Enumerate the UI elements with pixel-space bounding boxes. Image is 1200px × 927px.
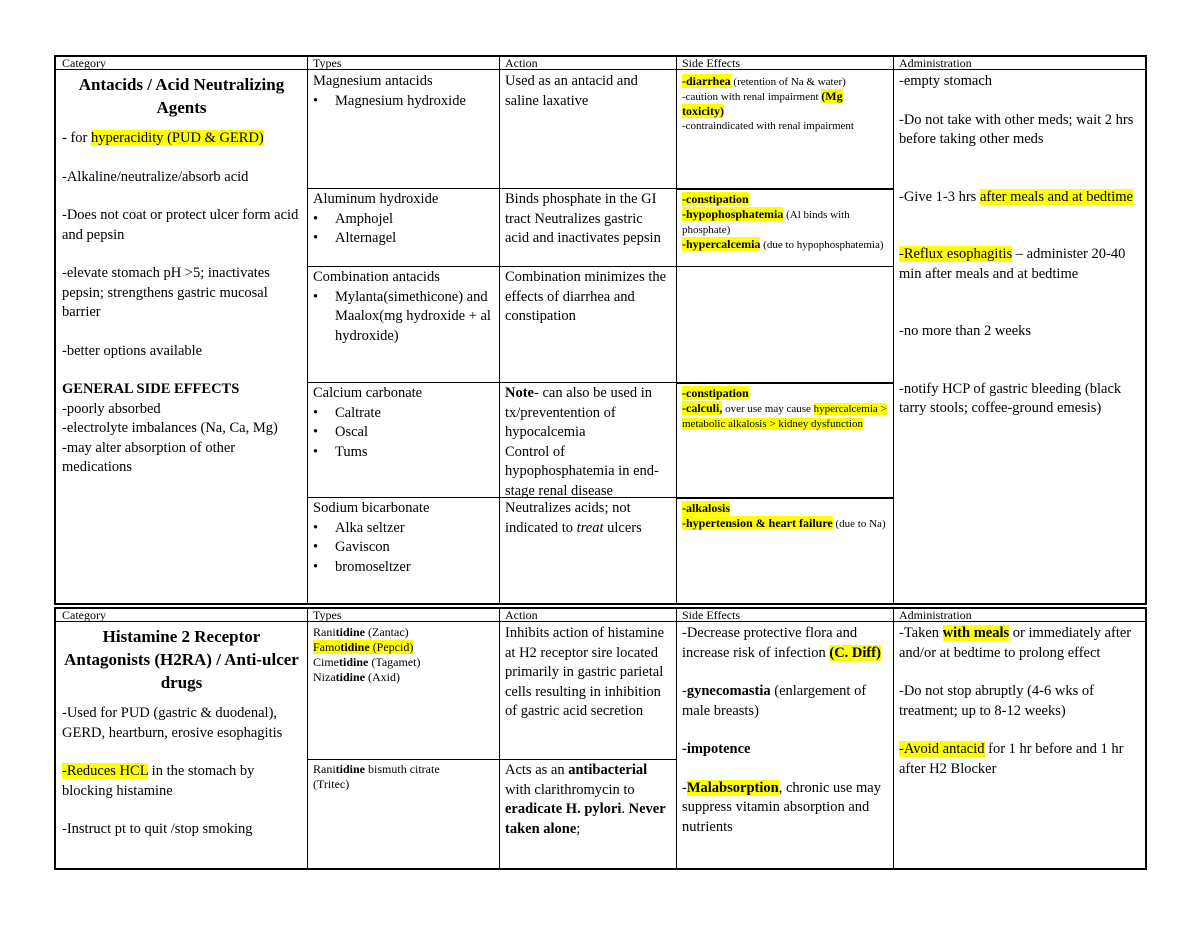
drug-suffix: tidine <box>335 625 366 639</box>
reflux-rest: – administer 20-40 min after meals and at bedtime <box>899 246 1126 282</box>
header-action: Action <box>505 609 538 622</box>
drug-suffix: tidine <box>339 655 369 669</box>
bullet: • <box>313 558 319 575</box>
avoid-rest: for 1 hr before and 1 hr after H2 Blocker <box>899 741 1124 777</box>
h-pylori-bold: eradicate H. pylori <box>505 801 622 817</box>
header-action: Action <box>505 57 538 70</box>
general-line: -electrolyte imbalances (Na, Ca, Mg) <box>62 420 278 436</box>
action-cell-aluminum: Binds phosphate in the GI tract Neutralizes gastric acid and inactivates pepsin <box>505 191 661 246</box>
type-bullet: Oscal <box>335 424 369 440</box>
drug-pre: Niza <box>313 670 336 684</box>
neutralize-pre: Neutralizes acids; not indicated to <box>505 500 631 536</box>
type-cell-sodium <box>307 498 499 603</box>
admin-two-weeks: -no more than 2 weeks <box>899 323 1032 339</box>
category-line: -Does not coat or protect ulcer form acid and pepsin <box>62 207 299 243</box>
se-cell-aluminum <box>676 190 893 266</box>
category-line: -elevate stomach pH >5; inactivates pepsin; strengthens gastric mucosal barrier <box>62 265 270 320</box>
antacids-title: Antacids / Acid Neutralizing Agents <box>78 75 285 117</box>
category-line: -Used for PUD (gastric & duodenal), GERD, heartburn, erosive esophagitis <box>62 705 283 741</box>
alkalosis-chain-highlight: hypercalcemia > metabolic alkalosis > kidney dysfunction <box>682 403 887 430</box>
se-contra: -contraindicated with renal impairment <box>682 120 854 132</box>
bullet: • <box>313 92 319 109</box>
reduce-rest: in the stomach by blocking histamine <box>62 763 255 799</box>
h2ra-se-cell <box>676 623 893 868</box>
se-diarrhea <box>682 74 887 89</box>
type-cell-aluminum <box>307 189 499 266</box>
reflux-highlight: -Reflux esophagitis <box>899 246 1013 262</box>
taken-rest: or immediately after and/or at bedtime to prolong effect <box>899 625 1132 661</box>
neutralize-line <box>505 499 670 538</box>
htn-rest: (due to Na) <box>832 518 886 530</box>
bullet: • <box>313 519 319 536</box>
after-meals-highlight: after meals and at bedtime <box>979 188 1133 205</box>
type-bullet: Mylanta(simethicone) and Maalox(mg hydroxide + al hydroxide) <box>335 288 491 344</box>
drug-ranitidine <box>313 625 493 640</box>
taken-pre: -Taken <box>899 625 943 641</box>
control-line: Control of hypophosphatemia in end-stage renal disease <box>505 443 659 497</box>
constipation-highlight: -constipation <box>682 386 749 400</box>
dash: - <box>682 74 686 88</box>
se-cell-calcium <box>676 384 893 497</box>
bullet: • <box>313 539 319 555</box>
category-line: -Alkaline/neutralize/absorb acid <box>62 168 249 185</box>
h2ra-admin-cell <box>893 623 1145 868</box>
header-types: Types <box>313 57 342 70</box>
h2ra-title: Histamine 2 Receptor Antagonists (H2RA) / Anti-ulcer drugs <box>64 627 299 692</box>
hyperacidity-highlight: hyperacidity (PUD & GERD) <box>91 130 264 146</box>
note-bold: Note <box>505 385 534 401</box>
avoid-antacid-highlight: -Avoid antacid <box>899 741 985 757</box>
h2ra-category-cell <box>56 623 307 868</box>
calculi-rest: over use may cause <box>722 403 814 415</box>
header-types: Types <box>313 609 342 622</box>
dash: - <box>682 683 687 699</box>
calculi-highlight: -calculi, <box>682 401 723 415</box>
h2ra-types-cell-2 <box>307 761 499 868</box>
admin-notify: -notify HCP of gastric bleeding (black tarry stools; coffee-ground emesis) <box>899 380 1122 416</box>
admin-empty: -empty stomach <box>899 73 993 89</box>
drug-brand: (Axid) <box>365 670 400 684</box>
se-hypercal <box>682 237 887 252</box>
type-cell-calcium <box>307 383 499 497</box>
se-constipation <box>682 192 887 207</box>
note-line <box>505 384 670 443</box>
admin-give <box>899 188 1139 208</box>
drug-nizatidine <box>313 670 493 685</box>
header-administration: Administration <box>899 57 972 70</box>
reduce-line <box>62 762 301 801</box>
drug-suffix: tidine <box>340 640 370 654</box>
type-name: Calcium carbonate <box>313 385 423 401</box>
header-side-effects: Side Effects <box>682 609 741 622</box>
action-mid: with clarithromycin to <box>505 781 635 798</box>
action-dot: . <box>621 801 626 817</box>
type-cell-magnesium <box>307 71 499 188</box>
hypophos-rest: (Al binds with phosphate) <box>682 209 850 236</box>
drug-brand: bismuth citrate (Tritec) <box>313 762 440 791</box>
reduces-hcl-highlight: -Reduces HCL <box>62 763 149 779</box>
action-cell-magnesium: Used as an antacid and saline laxative <box>505 73 638 109</box>
admin-avoid <box>899 740 1139 779</box>
neutralize-post: ulcers <box>603 519 642 536</box>
h2ra-action-cell-2 <box>499 760 676 868</box>
type-name: Aluminum hydroxide <box>313 191 439 207</box>
h2ra-types-cell <box>307 624 499 759</box>
hypercal-rest: (due to hypophosphatemia) <box>760 239 884 251</box>
malabsorption-highlight: Malabsorption <box>686 779 779 796</box>
drug-cimetidine <box>313 655 493 670</box>
antacids-for-line <box>62 129 301 149</box>
hypophos-highlight: -hypophosphatemia <box>682 207 784 221</box>
action-cell-calcium <box>499 383 676 497</box>
category-line: -better options available <box>62 342 203 359</box>
type-name: Sodium bicarbonate <box>313 500 430 516</box>
type-name: Magnesium antacids <box>313 73 433 89</box>
type-bullet: Amphojel <box>335 210 393 227</box>
drug-ranitidine-bismuth <box>313 762 459 792</box>
drug-suffix: tidine <box>335 670 365 684</box>
gynecomastia-rest: (enlargement of male breasts) <box>682 683 867 719</box>
drug-pre: Famo <box>313 640 341 654</box>
type-cell-combination <box>307 267 499 382</box>
constipation-highlight: -constipation <box>682 192 749 206</box>
smoking-line: -Instruct pt to quit /stop smoking <box>62 821 253 837</box>
bullet: • <box>313 288 319 305</box>
antibacterial-bold: antibacterial <box>568 762 648 778</box>
diarrhea-word: diarrhea <box>686 74 731 88</box>
admin-taken <box>899 624 1139 663</box>
se-gynecomastia <box>682 682 887 721</box>
se-impotence: -impotence <box>682 741 751 757</box>
type-bullet: bromoseltzer <box>335 558 411 575</box>
header-category: Category <box>62 609 106 622</box>
antacids-table <box>54 55 1147 605</box>
se-constipation <box>682 386 887 401</box>
h2ra-action-cell: Inhibits action of histamine at H2 receptor sire located primarily in gastric parietal cells resulting in inhibition of gastric acid secretion <box>505 625 665 719</box>
bullet: • <box>313 424 319 440</box>
type-bullet: Alternagel <box>335 230 397 246</box>
for-prefix: - for <box>62 130 91 146</box>
type-bullet: Alka seltzer <box>335 519 405 536</box>
drug-brand: (Pepcid) <box>369 640 414 654</box>
dash: - <box>682 779 687 796</box>
type-bullet: Tums <box>335 443 368 460</box>
drug-brand: (Zantac) <box>365 625 409 639</box>
gynecomastia-bold: gynecomastia <box>686 683 771 699</box>
caution-pre: -caution with renal impairment <box>682 91 822 103</box>
mg-toxicity-highlight: (Mg toxicity) <box>682 89 843 118</box>
header-administration: Administration <box>899 609 972 622</box>
se-alkalosis <box>682 501 887 516</box>
htn-highlight: -hypertension & heart failure <box>682 516 833 530</box>
admin-other-meds: -Do not take with other meds; wait 2 hrs before taking other meds <box>899 111 1134 147</box>
se-caution <box>682 89 887 119</box>
general-line: -poorly absorbed <box>62 400 161 417</box>
flora-text: -Decrease protective flora and increase risk of infection <box>682 625 858 661</box>
admin-stop: -Do not stop abruptly (4-6 wks of treatment; up to 8-12 weeks) <box>899 683 1094 719</box>
bullet: • <box>313 210 319 227</box>
never-alone-bold: Never taken alone <box>505 801 666 837</box>
general-side-effects-title: GENERAL SIDE EFFECTS <box>62 381 240 397</box>
antacids-category-cell <box>56 71 307 601</box>
bullet: • <box>313 404 319 421</box>
header-category: Category <box>62 57 106 70</box>
c-diff-highlight: (C. Diff) <box>829 644 881 661</box>
type-bullet: Caltrate <box>335 404 381 421</box>
hypercal-highlight: -hypercalcemia <box>682 237 761 251</box>
se-hypophos <box>682 207 887 237</box>
drug-suffix: tidine <box>335 762 366 776</box>
diarrhea-highlight <box>682 74 731 88</box>
se-flora <box>682 624 887 663</box>
with-meals-highlight: with meals <box>942 625 1010 641</box>
action-cell-sodium <box>499 498 676 603</box>
type-bullet: Magnesium hydroxide <box>335 92 466 109</box>
bullet: • <box>313 443 319 460</box>
drug-brand: (Tagamet) <box>368 655 421 669</box>
bullet: • <box>313 230 319 246</box>
action-end: ; <box>576 820 581 837</box>
se-malabsorption <box>682 779 887 838</box>
general-line: -may alter absorption of other medications <box>62 439 236 475</box>
drug-pre: Rani <box>313 762 336 776</box>
note-rest: - can also be used in tx/preventention of hypocalcemia <box>505 385 652 440</box>
h2ra-table <box>54 607 1147 870</box>
type-name: Combination antacids <box>313 269 440 285</box>
header-side-effects: Side Effects <box>682 57 741 70</box>
admin-cell-antacids <box>893 71 1145 601</box>
se-calculi <box>682 401 887 431</box>
give-pre: -Give 1-3 hrs <box>899 188 980 205</box>
drug-pre: Cime <box>313 655 339 669</box>
admin-reflux <box>899 245 1139 284</box>
drug-famotidine <box>313 640 493 655</box>
malabsorption-rest: , chronic use may suppress vitamin absorption and nutrients <box>682 779 881 835</box>
action-cell-combination: Combination minimizes the effects of diarrhea and constipation <box>505 269 667 324</box>
se-htn <box>682 516 887 531</box>
se-cell-magnesium <box>676 71 893 188</box>
alkalosis-highlight: -alkalosis <box>682 501 731 515</box>
diarrhea-rest: (retention of Na & water) <box>730 76 846 88</box>
treat-em: treat <box>576 519 604 536</box>
type-bullet: Gaviscon <box>335 539 390 555</box>
action-pre: Acts as an <box>505 762 569 778</box>
drug-pre: Rani <box>313 625 336 639</box>
se-cell-sodium <box>676 499 893 603</box>
